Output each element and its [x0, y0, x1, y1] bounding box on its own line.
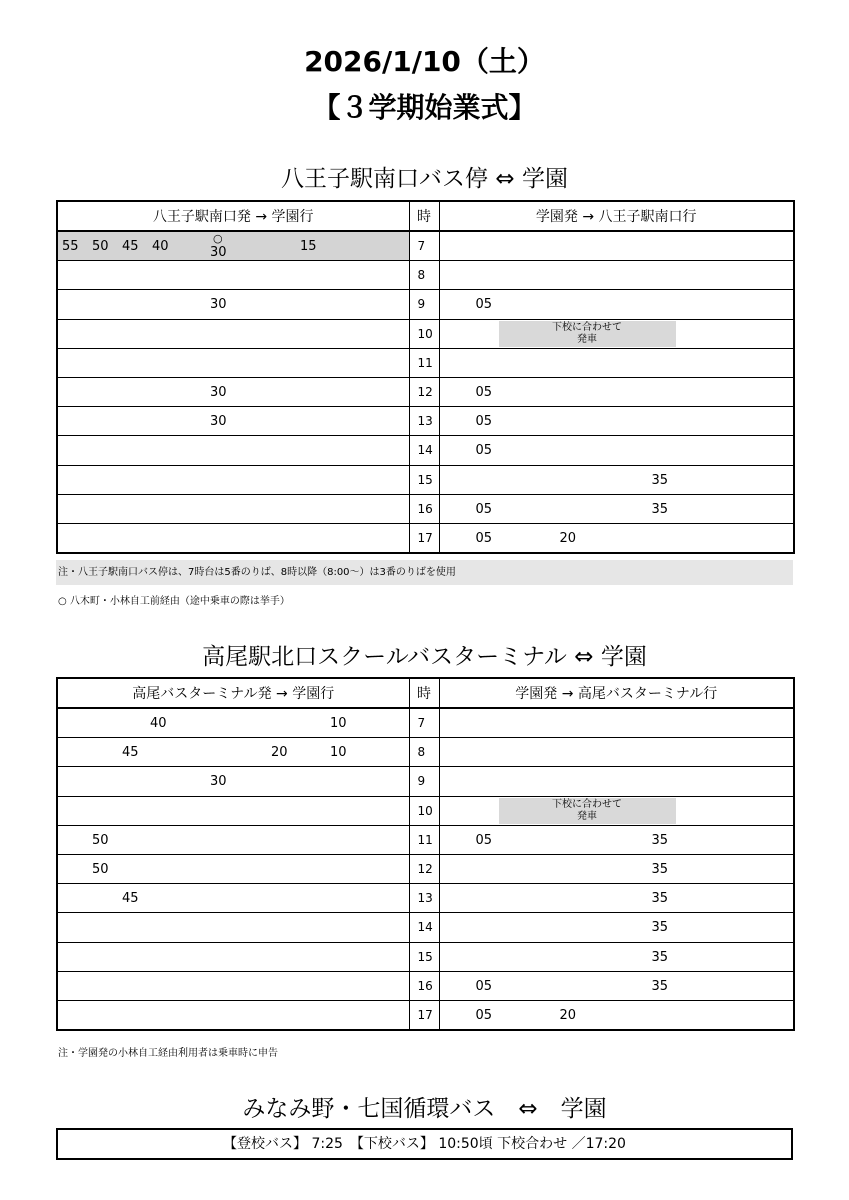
table-row — [57, 854, 794, 883]
table-row — [57, 796, 794, 825]
minute: 05 — [475, 1007, 493, 1023]
right-header: 学園発 → 八王子駅南口行 — [439, 201, 794, 231]
hour-cell: 15 — [409, 942, 439, 971]
dismissal-note: 下校に合わせて 発車 — [499, 798, 676, 824]
minute: 50 — [92, 861, 109, 877]
hour-cell: 16 — [409, 971, 439, 1000]
table-row — [57, 942, 794, 971]
event-title: 【３学期始業式】 — [312, 91, 537, 124]
hour-cell: 13 — [409, 407, 439, 436]
hour-cell: 16 — [409, 494, 439, 523]
hour-cell: 12 — [409, 854, 439, 883]
table-row — [57, 767, 794, 796]
minute: 20 — [559, 1007, 577, 1023]
table-row — [57, 884, 794, 913]
table-row — [57, 971, 794, 1000]
minute: 05 — [475, 978, 493, 994]
left-header: 高尾バスターミナル発 → 学園行 — [57, 678, 409, 708]
takao-timetable — [56, 677, 795, 1031]
minute: 45 — [122, 891, 139, 907]
minute: 35 — [651, 920, 669, 936]
table-row — [57, 231, 794, 261]
table-row — [57, 465, 794, 494]
minute: 10 — [330, 716, 347, 731]
right-header: 学園発 → 高尾バスターミナル行 — [439, 678, 794, 708]
left-header: 八王子駅南口発 → 学園行 — [57, 201, 409, 231]
hour-cell: 8 — [409, 738, 439, 767]
minute: 20 — [559, 530, 577, 546]
hour-cell: 9 — [409, 290, 439, 319]
dismissal-note: 下校に合わせて 発車 — [499, 321, 676, 347]
minute: 50 — [92, 832, 109, 848]
minute: 45 — [122, 745, 139, 761]
minute: 35 — [651, 891, 669, 907]
minute: 05 — [475, 501, 493, 517]
loop-bus-info: 【登校バス】 7:25 【下校バス】 10:50頃 下校合わせ ／17:20 — [56, 1128, 793, 1160]
table-row — [57, 738, 794, 767]
minute: 35 — [651, 861, 669, 877]
hour-cell: 11 — [409, 825, 439, 854]
hour-cell: 11 — [409, 348, 439, 377]
minute: 10 — [330, 745, 347, 761]
minute: 30 — [210, 774, 227, 790]
minute: 05 — [475, 384, 493, 400]
table-row — [57, 348, 794, 377]
hour-cell: 7 — [409, 708, 439, 738]
table-row — [57, 708, 794, 738]
hour-header: 時 — [409, 201, 439, 231]
table-row — [57, 377, 794, 406]
minute: 05 — [475, 443, 493, 459]
minute: 05 — [475, 414, 493, 430]
minute: 35 — [651, 949, 669, 965]
table-row — [57, 825, 794, 854]
minute: 30 — [210, 414, 227, 430]
hour-cell: 10 — [409, 319, 439, 348]
hachioji-timetable — [56, 200, 795, 554]
hour-cell: 14 — [409, 913, 439, 942]
via-mark: ○ — [213, 232, 223, 245]
hour-cell: 7 — [409, 231, 439, 261]
table-row — [57, 523, 794, 553]
minute: 40 — [152, 239, 169, 254]
table-row — [57, 494, 794, 523]
table-row — [57, 1000, 794, 1030]
minute: 05 — [475, 297, 493, 313]
section2-title: 高尾駅北口スクールバスターミナル ⇔ 学園 — [202, 644, 647, 670]
platform-note-text: 注・八王子駅南口バス停は、7時台は5番のりば、8時以降（8:00～）は3番のりばを使用 — [56, 560, 793, 585]
hour-cell: 17 — [409, 1000, 439, 1030]
hour-cell: 10 — [409, 796, 439, 825]
table-row — [57, 913, 794, 942]
minute: 45 — [122, 239, 139, 254]
minute: 35 — [651, 978, 669, 994]
hour-cell: 9 — [409, 767, 439, 796]
table-row — [57, 436, 794, 465]
minute: 55 — [62, 239, 79, 254]
minute: 15 — [300, 239, 317, 254]
table-row — [57, 319, 794, 348]
table-row — [57, 407, 794, 436]
page-date: 2026/1/10（土） — [304, 45, 545, 78]
minute: 30 — [210, 245, 227, 260]
hour-cell: 17 — [409, 523, 439, 553]
section3-title: みなみ野・七国循環バス ⇔ 学園 — [242, 1096, 607, 1122]
minute: 20 — [271, 745, 288, 761]
hour-cell: 15 — [409, 465, 439, 494]
minute: 05 — [475, 832, 493, 848]
hour-cell: 8 — [409, 261, 439, 290]
minute: 05 — [475, 530, 493, 546]
hour-cell: 13 — [409, 884, 439, 913]
section1-title: 八王子駅南口バス停 ⇔ 学園 — [281, 166, 568, 192]
minute: 40 — [150, 716, 167, 731]
minute: 35 — [651, 501, 669, 517]
hour-header: 時 — [409, 678, 439, 708]
minute: 35 — [651, 472, 669, 488]
kobayashi-note: 注・学園発の小林自工経由利用者は乗車時に申告 — [58, 1048, 278, 1059]
via-note: ○ 八木町・小林自工前経由（途中乗車の際は挙手） — [58, 596, 290, 607]
hour-cell: 14 — [409, 436, 439, 465]
minute: 30 — [210, 297, 227, 313]
minute: 35 — [651, 832, 669, 848]
hour-cell: 12 — [409, 377, 439, 406]
table-row — [57, 261, 794, 290]
minute: 50 — [92, 239, 109, 254]
table-row — [57, 290, 794, 319]
minute: 30 — [210, 384, 227, 400]
